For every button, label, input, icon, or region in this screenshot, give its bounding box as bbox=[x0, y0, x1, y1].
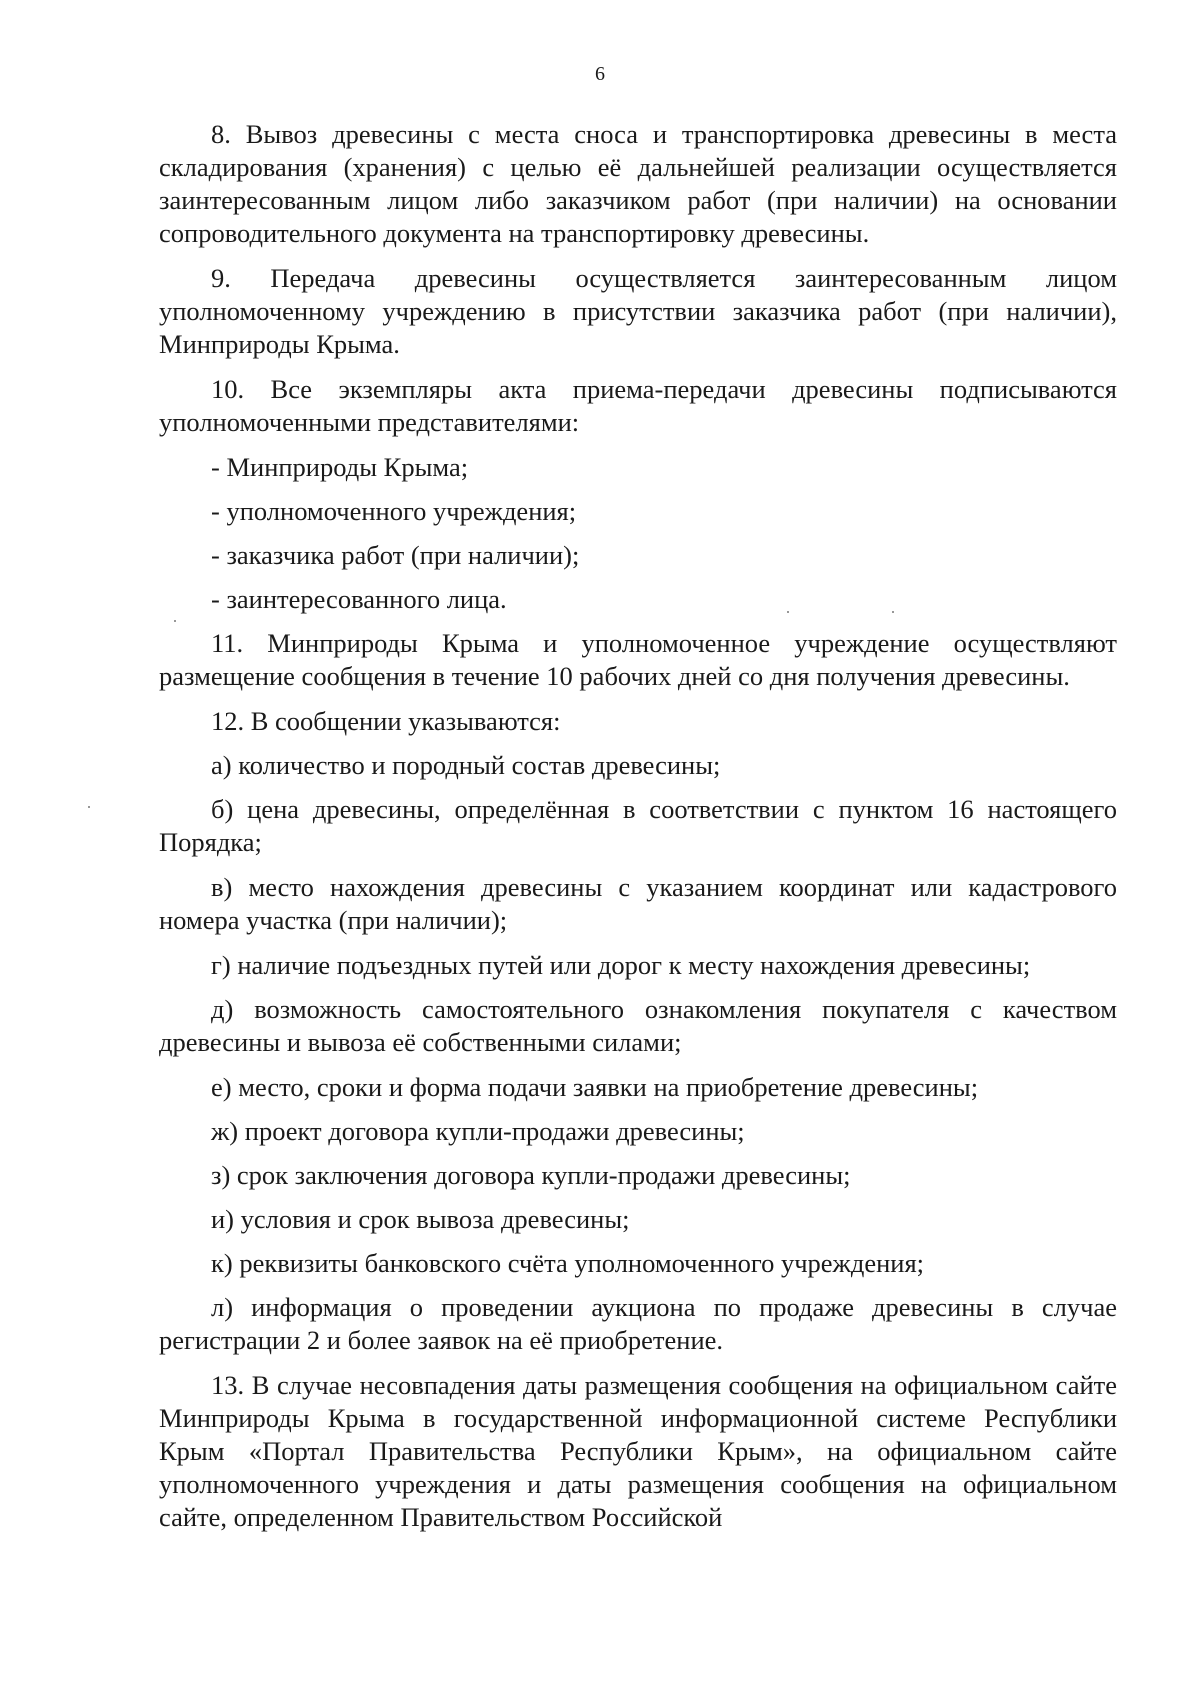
list-item: з) срок заключения договора купли-продажи древесины; bbox=[211, 1160, 851, 1190]
list-item: г) наличие подъездных путей или дорог к месту нахождения древесины; bbox=[211, 950, 1031, 980]
list-item: б) цена древесины, определённая в соответствии с пунктом 16 настоящего Порядка; bbox=[159, 794, 1117, 857]
list-item: и) условия и срок вывоза древесины; bbox=[211, 1204, 630, 1234]
paragraph-10: 10. Все экземпляры акта приема-передачи древесины подписываются уполномоченными представителями: bbox=[159, 374, 1117, 437]
list-item: д) возможность самостоятельного ознакомления покупателя с качеством древесины и вывоза её собственными силами; bbox=[159, 994, 1117, 1057]
list-item: л) информация о проведении аукциона по продаже древесины в случае регистрации 2 и более заявок на её приобретение. bbox=[159, 1292, 1117, 1355]
paragraph-11: 11. Минприроды Крыма и уполномоченное учреждение осуществляют размещение сообщения в течение 10 рабочих дней со дня получения древесины. bbox=[159, 628, 1117, 691]
page-number: 6 bbox=[595, 63, 605, 85]
scan-speck bbox=[88, 806, 90, 808]
list-item: е) место, сроки и форма подачи заявки на приобретение древесины; bbox=[211, 1072, 979, 1102]
list-item: к) реквизиты банковского счёта уполномоченного учреждения; bbox=[211, 1248, 925, 1278]
scan-speck bbox=[892, 611, 894, 613]
document-body bbox=[159, 118, 1117, 1546]
paragraph-12: 12. В сообщении указываются: bbox=[211, 706, 561, 736]
scan-speck bbox=[174, 620, 176, 622]
list-item: - уполномоченного учреждения; bbox=[211, 496, 577, 526]
list-item: в) место нахождения древесины с указанием координат или кадастрового номера участка (при наличии); bbox=[159, 872, 1117, 935]
paragraph-9: 9. Передача древесины осуществляется заинтересованным лицом уполномоченному учреждению в присутствии заказчика работ (при наличии), Минприроды Крыма. bbox=[159, 263, 1117, 359]
list-item: - заказчика работ (при наличии); bbox=[211, 540, 580, 570]
list-item: - заинтересованного лица. bbox=[211, 584, 507, 614]
list-item: а) количество и породный состав древесины; bbox=[211, 750, 721, 780]
paragraph-13: 13. В случае несовпадения даты размещения сообщения на официальном сайте Минприроды Крыма в государственной информационной системе Республики Крым «Портал Правительства Республики Крым», на официальном сайте уполномоченного учреждения и даты размещения сообщения на официальном сайте, определенном Правительством Российской bbox=[159, 1370, 1117, 1532]
paragraph-8: 8. Вывоз древесины с места сноса и транспортировка древесины в места складирования (хранения) с целью её дальнейшей реализации осуществляется заинтересованным лицом либо заказчиком работ (при наличии) на основании сопроводительного документа на транспортировку древесины. bbox=[159, 119, 1117, 248]
scan-speck bbox=[787, 611, 789, 613]
list-item: ж) проект договора купли-продажи древесины; bbox=[211, 1116, 745, 1146]
list-item: - Минприроды Крыма; bbox=[211, 452, 469, 482]
